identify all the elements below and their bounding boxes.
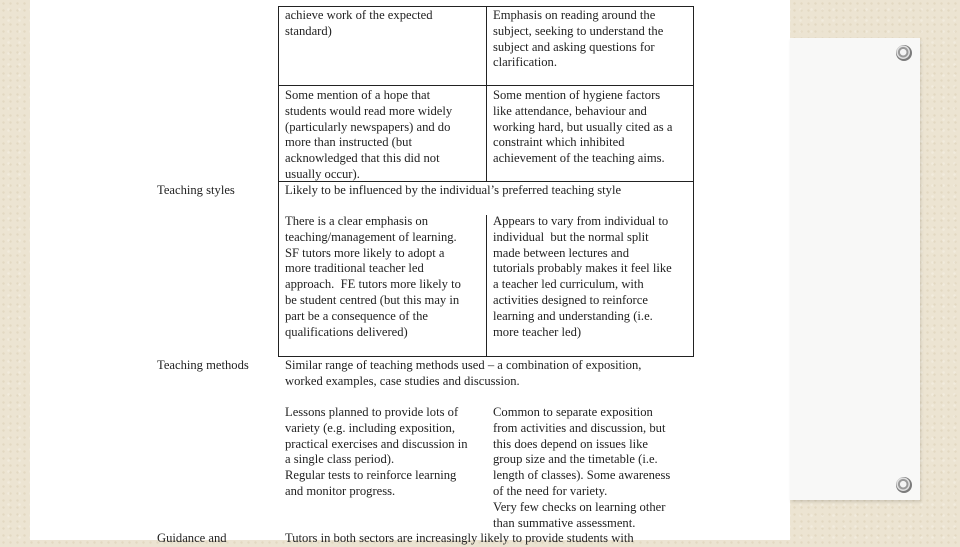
cell-mid-left: Some mention of a hope that students would read more widely (particularly newspapers) and do more than instructed (but acknowledged that this did not usually occur). [285, 88, 453, 181]
cell-methods-right: Common to separate exposition from activities and discussion, but this does depend on issues like group size and the timetable (i.e. length of classes). Some awareness of the need for variety. Very few checks on learning other than summative assessment. [493, 405, 671, 530]
cell-guidance-shared: Tutors in both sectors are increasingly likely to provide students with [285, 531, 634, 545]
row-label-teaching-methods: Teaching methods [157, 358, 249, 372]
cell-methods-left: Lessons planned to provide lots of variety (e.g. including exposition, practical exercises and discussion in a single class period). Regular tests to reinforce learning and monitor progress. [285, 405, 468, 498]
cell-top-left: achieve work of the expected standard) [285, 8, 433, 38]
row-label-guidance: Guidance and [157, 531, 227, 545]
table-divider-vertical-1 [486, 6, 487, 181]
cell-mid-right: Some mention of hygiene factors like attendance, behaviour and working hard, but usually cited as a constraint which inhibited achievement of the teaching aims. [493, 88, 673, 166]
table-border-bottom [278, 356, 694, 357]
cell-styles-left: There is a clear emphasis on teaching/management of learning. SF tutors more likely to adopt a more traditional teacher led approach. FE tutors more likely to be student centred (but this may in part be a consequence of the qualifications delivered) [285, 214, 461, 339]
cell-styles-right: Appears to vary from individual to individual but the normal split made between lectures and tutorials probably makes it feel like a teacher led curriculum, with activities designed to reinforce learning and understanding (i.e. more teacher led) [493, 214, 672, 339]
cell-styles-shared: Likely to be influenced by the individual’s preferred teaching style [285, 183, 622, 197]
table-divider-vertical-2 [486, 215, 487, 357]
cell-methods-shared: Similar range of teaching methods used – a combination of exposition, worked examples, case studies and discussion. [285, 358, 642, 388]
row-label-teaching-styles: Teaching styles [157, 183, 235, 197]
cell-top-right: Emphasis on reading around the subject, seeking to understand the subject and asking questions for clarification. [493, 8, 664, 70]
table-divider-row-1 [278, 85, 694, 86]
